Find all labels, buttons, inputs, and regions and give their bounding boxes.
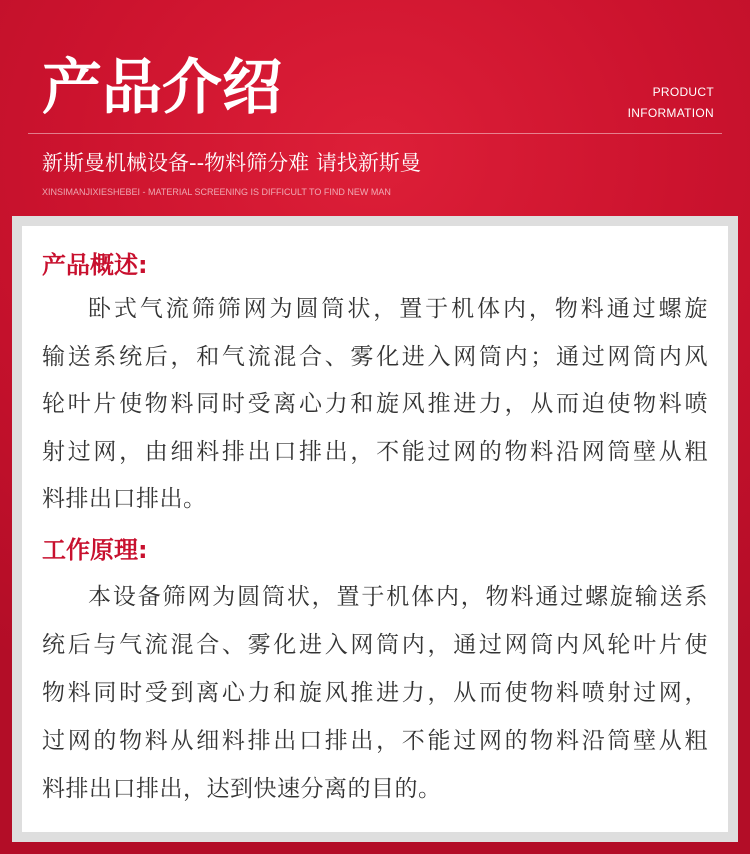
paragraph-line: 射过网，由细料排出口排出，不能过网的物料沿网筒壁从粗	[42, 438, 708, 465]
paragraph-line: 输送系统后，和气流混合、雾化进入网筒内；通过网筒内风	[42, 343, 708, 370]
section-heading-overview: 产品概述:	[42, 251, 148, 279]
slogan: 新斯曼机械设备--物料筛分难 请找新斯曼	[42, 151, 421, 175]
paragraph-line: 过网的物料从细料排出口排出，不能过网的物料沿筒壁从粗	[42, 728, 708, 754]
section-body-overview	[42, 286, 708, 524]
english-title-line-2: INFORMATION	[627, 106, 714, 120]
content-frame	[12, 216, 738, 842]
english-title-line-1: PRODUCT	[652, 85, 714, 99]
paragraph-line: 卧式气流筛筛网为圆筒状，置于机体内，物料通过螺旋	[88, 296, 708, 322]
paragraph-line: 统后与气流混合、雾化进入网筒内，通过网筒内风轮叶片使	[42, 632, 708, 658]
paragraph-line: 料排出口排出。	[42, 486, 207, 512]
content-panel	[22, 226, 728, 832]
page-title: 产品介绍	[42, 53, 282, 123]
paragraph-line: 轮叶片使物料同时受离心力和旋风推进力，从而迫使物料喷	[42, 391, 708, 417]
english-title-tag	[628, 82, 714, 124]
header-divider	[28, 133, 722, 134]
paragraph-line: 本设备筛网为圆筒状，置于机体内，物料通过螺旋输送系	[88, 584, 708, 610]
section-heading-principle: 工作原理:	[42, 536, 148, 564]
paragraph-line: 料排出口排出，达到快速分离的目的。	[42, 776, 442, 802]
section-body-principle	[42, 573, 708, 813]
slogan-english: XINSIMANJIXIESHEBEI - MATERIAL SCREENING IS DIFFICULT TO FIND NEW MAN	[42, 187, 391, 197]
paragraph-line: 物料同时受到离心力和旋风推进力，从而使物料喷射过网，	[42, 680, 708, 706]
